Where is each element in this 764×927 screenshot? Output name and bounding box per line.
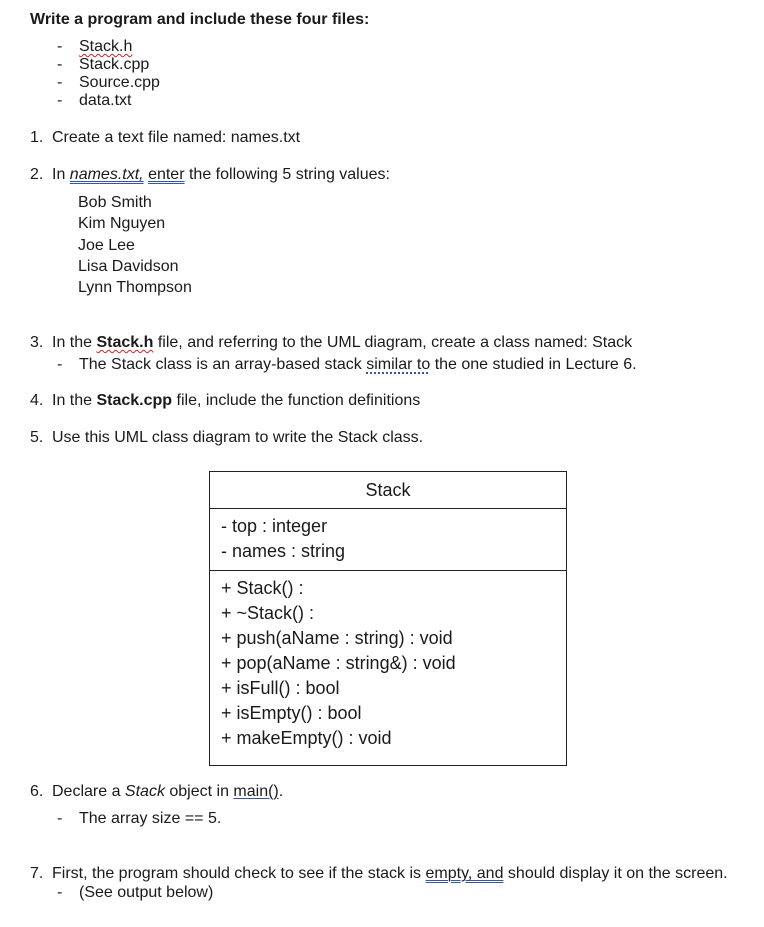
step-4-post: file, include the function definitions	[172, 392, 421, 409]
dash: -	[57, 810, 63, 827]
name-item: Kim Nguyen	[78, 215, 166, 232]
step-3-number: 3.	[30, 334, 44, 351]
dash: -	[57, 38, 63, 55]
step-3-sub-similar: similar to	[366, 356, 431, 373]
uml-operation: + push(aName : string) : void	[221, 628, 453, 648]
uml-operation: + Stack() :	[221, 578, 304, 598]
step-2-post: the following 5 string values:	[184, 166, 390, 183]
uml-operation: + makeEmpty() : void	[221, 728, 392, 748]
uml-operation: + ~Stack() :	[221, 603, 315, 623]
dash: -	[57, 884, 63, 901]
uml-operation: + pop(aName : string&) : void	[221, 653, 456, 673]
heading: Write a program and include these four files:	[30, 11, 370, 28]
step-1-text: Create a text file named: names.txt	[52, 129, 301, 146]
step-3-sub-post: the one studied in Lecture 6.	[430, 356, 637, 373]
step-6-pre: Declare a	[52, 783, 125, 800]
step-4-number: 4.	[30, 392, 44, 409]
step-3-pre: In the	[52, 334, 97, 351]
step-1-number: 1.	[30, 129, 44, 146]
uml-operation: + isEmpty() : bool	[221, 703, 362, 723]
step-3-sub-pre: The Stack class is an array-based stack	[79, 356, 367, 373]
step-2-pre: In	[52, 166, 70, 183]
step-6-main: main()	[233, 783, 279, 800]
uml-attributes	[210, 509, 566, 571]
uml-operations	[210, 571, 566, 765]
step-4-text	[52, 391, 420, 411]
dash: -	[57, 56, 63, 73]
file-item: data.txt	[79, 92, 132, 109]
step-2-number: 2.	[30, 166, 44, 183]
file-name: Stack.h	[79, 38, 133, 55]
uml-attribute: - top : integer	[221, 516, 328, 536]
step-6-subtext: The array size == 5.	[79, 810, 222, 827]
step-6-mid: object in	[164, 783, 234, 800]
file-item: Stack.cpp	[79, 56, 150, 73]
step-2-text	[52, 165, 390, 185]
step-6-post: .	[278, 783, 284, 800]
step-7-pre: First, the program should check to see if the stack is	[52, 865, 426, 882]
step-3-text	[52, 333, 632, 353]
step-7-post: should display it on the screen.	[503, 865, 728, 882]
step-7-subtext: (See output below)	[79, 884, 214, 901]
name-item: Lynn Thompson	[78, 279, 192, 296]
step-4-file: Stack.cpp	[96, 392, 173, 409]
dash: -	[57, 356, 63, 373]
uml-class-diagram	[209, 471, 567, 766]
file-item	[79, 37, 132, 57]
step-7-number: 7.	[30, 865, 44, 882]
step-3-subtext	[79, 355, 637, 375]
step-4-pre: In the	[52, 392, 97, 409]
name-item: Joe Lee	[78, 237, 135, 254]
step-6-text	[52, 782, 283, 802]
file-item: Source.cpp	[79, 74, 160, 91]
uml-operation: + isFull() : bool	[221, 678, 340, 698]
step-2-file: names.txt,	[69, 166, 144, 183]
step-5-text: Use this UML class diagram to write the Stack class.	[52, 429, 424, 446]
step-7-text	[52, 864, 728, 884]
step-6-number: 6.	[30, 783, 44, 800]
step-5-number: 5.	[30, 429, 44, 446]
name-item: Bob Smith	[78, 194, 152, 211]
step-6-obj: Stack	[124, 783, 165, 800]
step-3-file: Stack.h	[96, 334, 154, 351]
step-7-empty: empty, and	[425, 865, 504, 882]
uml-class-name: Stack	[210, 472, 566, 509]
step-2-enter: enter	[148, 166, 185, 183]
name-item: Lisa Davidson	[78, 258, 179, 275]
uml-attribute: - names : string	[221, 541, 346, 561]
dash: -	[57, 74, 63, 91]
dash: -	[57, 92, 63, 109]
step-3-post: file, and referring to the UML diagram, create a class named: Stack	[153, 334, 633, 351]
